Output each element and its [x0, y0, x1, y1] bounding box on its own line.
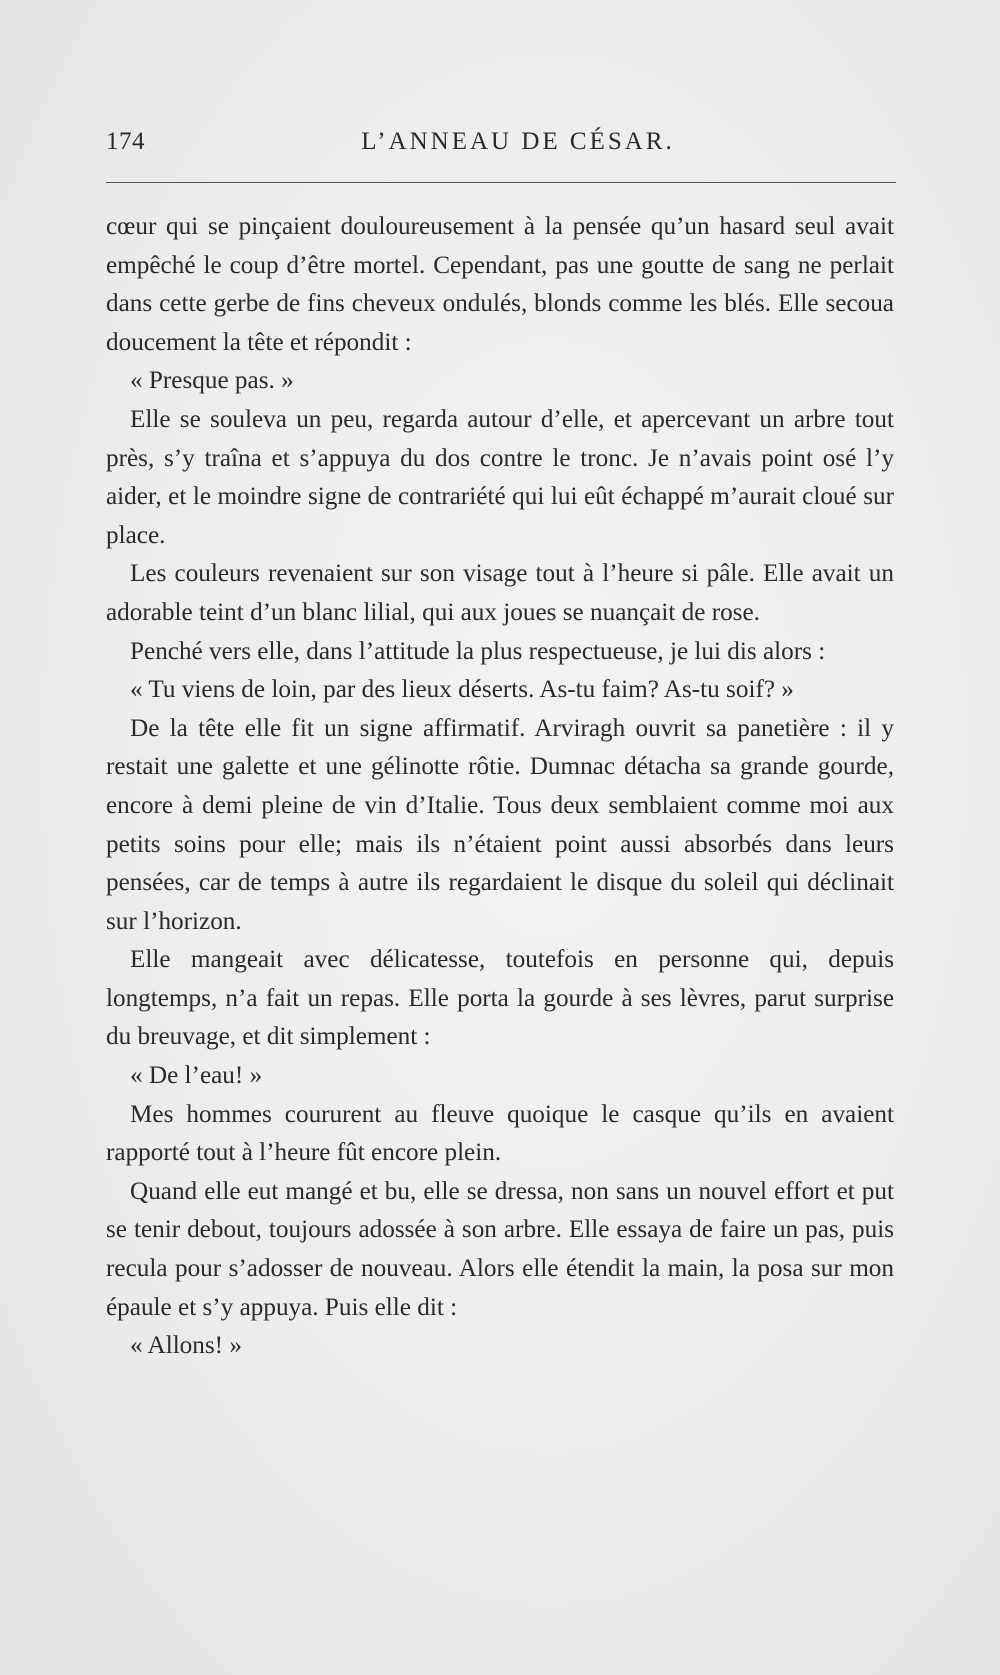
paragraph: Les couleurs revenaient sur son visage tout à l’heure si pâle. Elle avait un adorable teint d’un blanc lilial, qui aux joues se nuançait de rose. — [106, 560, 894, 626]
paragraph: Penché vers elle, dans l’attitude la plus respectueuse, je lui dis alors : — [130, 637, 826, 665]
paragraph: Quand elle eut mangé et bu, elle se dressa, non sans un nouvel effort et put se tenir debout, toujours adossée à son arbre. Elle essaya de faire un pas, puis recula pour s’adosser de nouveau. Alors elle étendit la main, la posa sur mon épaule et s’y appuya. Puis elle dit : — [106, 1177, 894, 1321]
paragraph: De la tête elle fit un signe affirmatif. Arviragh ouvrit sa panetière : il y restait une galette et une gélinotte rôtie. Dumnac détacha sa grande gourde, encore à demi pleine de vin d’Italie. Tous deux semblaient comme moi aux petits soins pour elle; mais ils n’étaient point aussi absorbés dans leurs pensées, car de temps à autre ils regardaient le disque du soleil qui déclinait sur l’horizon. — [106, 714, 894, 935]
page-header — [106, 128, 890, 164]
paragraph: « Tu viens de loin, par des lieux déserts. As-tu faim? As-tu soif? » — [130, 676, 794, 704]
body-text — [106, 208, 894, 1366]
paragraph: « Presque pas. » — [130, 367, 294, 395]
paragraph: « De l’eau! » — [130, 1062, 263, 1090]
paragraph: Mes hommes coururent au fleuve quoique le casque qu’ils en avaient rapporté tout à l’heure fût encore plein. — [106, 1100, 894, 1167]
page-number: 174 — [106, 128, 145, 155]
paragraph: « Allons! » — [130, 1332, 242, 1360]
paragraph: cœur qui se pinçaient douloureusement à la pensée qu’un hasard seul avait empêché le coup d’être mortel. Cependant, pas une goutte de sang ne perlait dans cette gerbe de fins cheveux ondulés, blonds comme les blés. Elle secoua doucement la tête et répondit : — [106, 213, 894, 356]
paragraph: Elle mangeait avec délicatesse, toutefois en personne qui, depuis longtemps, n’a fait un repas. Elle porta la gourde à ses lèvres, parut surprise du breuvage, et dit simplement : — [106, 946, 894, 1051]
running-title: L’ANNEAU DE CÉSAR. — [361, 128, 675, 155]
header-rule — [106, 182, 896, 183]
paragraph: Elle se souleva un peu, regarda autour d’elle, et apercevant un arbre tout près, s’y traîna et s’appuya du dos contre le tronc. Je n’avais point osé l’y aider, et le moindre signe de contrariété qui lui eût échappé m’aurait cloué sur place. — [106, 405, 894, 549]
